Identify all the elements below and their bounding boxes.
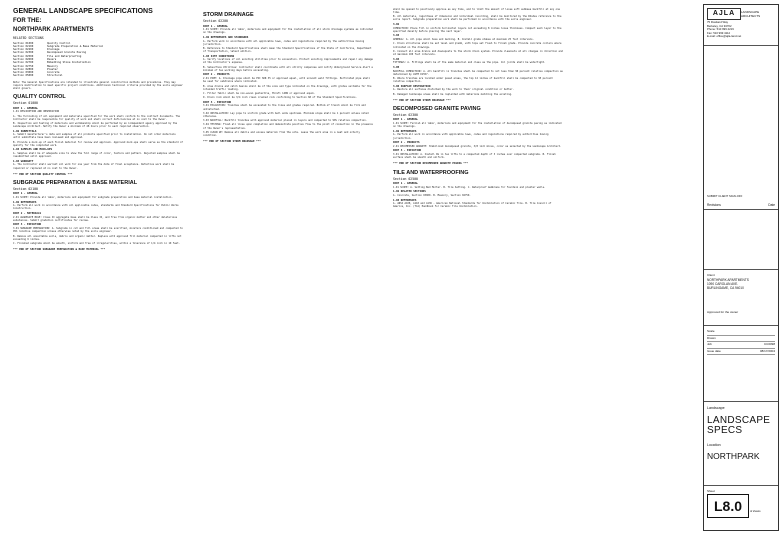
- clause-heading: PART 3 - EXECUTION: [393, 149, 422, 153]
- clause-text: C. Drain structures shall be set level and plumb, with tops set flush to finish grade. Provide concrete collars where indicated on the drawings.: [393, 42, 562, 49]
- section-end-marker: *** END OF SECTION DECOMPOSED GRANITE PAVING ***: [393, 162, 468, 166]
- clause-text: A. Perform work in accordance with all applicable laws, codes and regulations required by the authorities having jurisdiction.: [203, 39, 365, 46]
- divider: [704, 485, 778, 486]
- section-number: Section 01000: [13, 101, 38, 106]
- clause-text: D. Drain rock shall be 3/4 inch clean crushed rock conforming to Section 68 of the Standard Specifications.: [203, 96, 358, 100]
- project-name: NORTHPARK APARTMENTS: [13, 26, 94, 33]
- related-sections-list: [13, 42, 183, 78]
- for-label: FOR THE:: [13, 17, 42, 24]
- clause-text: 3.03 BACKFILL: Backfill trenches with approved material placed in layers and compacted to 90% relative compaction.: [203, 119, 368, 123]
- clause-heading: 3.06 SURFACE RESTORATION: [393, 84, 431, 88]
- clause-text: FITTINGS: A. Fittings shall be of the same material and class as the pipe. All joints shall be watertight.: [393, 61, 546, 65]
- clause-text: A. The furnishing of all equipment and materials specified for the work shall conform to the contract documents. The Contractor shall be responsible for quality of work and shall correct deficiencies at no cost to the Owner.: [13, 114, 180, 121]
- clause-heading: 1.02 RELATED SECTIONS: [393, 190, 426, 194]
- related-section-item: Section 02700 Embedding Stone Installation: [13, 61, 91, 65]
- clause-heading: 1.03 SITE CONDITIONS: [203, 54, 235, 58]
- sheet-number: L8.0: [707, 494, 749, 518]
- title-block: [703, 4, 779, 531]
- clause-text: shall be opened to positively approve as any time, and to limit the amount of loose soft subbase backfill at any one time.: [393, 8, 560, 15]
- related-section-item: Section 02800 Plaster: [13, 67, 58, 71]
- clause-text: 2.01 PIPE: A. Drainage pipe shall be PVC SDR 35 or approved equal, with solvent weld fittings. Perforated pipe shall be used for subdrains where indicated.: [203, 77, 370, 84]
- discipline: Landscape: [707, 406, 725, 410]
- clause-text: A. Perform all work in accordance with all applicable codes, standards and Standard Specifications for Public Works Construction.: [13, 204, 179, 211]
- related-section-item: Section 02500 Tile and Waterproofing: [13, 54, 82, 58]
- clause-heading: PART 1 - GENERAL: [203, 24, 228, 28]
- section-title: QUALITY CONTROL: [13, 94, 66, 101]
- section-title: DECOMPOSED GRANITE PAVING: [393, 105, 481, 112]
- signoff-stamp: SUBMIT CLIENT SIGN-OFF: [707, 194, 743, 198]
- document-title: GENERAL LANDSCAPE SPECIFICATIONS: [13, 8, 153, 15]
- clause-text: 1.01 DESCRIPTION AND OBSERVATION: [13, 110, 60, 114]
- clause-text: 1.01 SCOPE: Furnish all labor, materials and equipment for the installation of decomposed granite paving as indicated on the drawings.: [393, 122, 562, 129]
- revisions-label: Revisions: [707, 203, 721, 207]
- section-end-marker: *** END OF SECTION STORM DRAINAGE ***: [203, 140, 261, 144]
- clause-text: 3.04 TESTING: Flush all lines upon completion and demonstrate positive flow to the point of connection in the presence of the Owner's representative.: [203, 123, 373, 130]
- clause-text: A. Samples shall be of adequate size to show the full range of color, texture and pattern. Rejected samples shall be resubmitted until approved.: [13, 152, 180, 159]
- firm-logo: AJLA: [707, 8, 741, 20]
- clause-text: C. Finished subgrade shall be smooth, uniform and free of irregularities, within a tolerance of 1/4 inch in 10 feet.: [13, 241, 180, 245]
- section-title: SUBGRADE PREPARATION & BASE MATERIAL: [13, 179, 138, 186]
- col3-sections: [393, 8, 563, 209]
- clause-heading: 3.05: [393, 65, 400, 69]
- related-section-item: Section 02750 Masonry: [13, 64, 58, 68]
- related-section-item: Section 05000 Structural: [13, 74, 63, 78]
- clause-text: A. Perform all work in accordance with applicable laws, codes and regulations required by authorities having jurisdiction.: [393, 133, 549, 140]
- approved-label: Approved for the owner: [707, 310, 739, 314]
- related-section-item: Section 02600 Pavers: [13, 57, 57, 61]
- related-sections-heading: RELATED SECTIONS: [13, 35, 44, 40]
- clause-text: B. Subsurface Utilities: Contractor shall coordinate with all utility companies and notify Underground Service Alert a minimum of two working days before excavating.: [203, 65, 373, 72]
- clause-text: A. Submit manufacturer's data and samples of all products specified prior to installation. Do not order materials until submittals have been reviewed and approved.: [13, 133, 176, 140]
- divider: [704, 325, 778, 326]
- clause-text: 3.01 EXCAVATION: Trenches shall be excavated to the lines and grades required. Bottom of trench shall be firm and undisturbed.: [203, 104, 366, 111]
- section-title: TILE AND WATERPROOFING: [393, 169, 469, 176]
- sheet-title: LANDSCAPE SPECS: [707, 415, 771, 436]
- related-section-item: Section 03000 Concrete: [13, 71, 60, 75]
- clause-text: 2.01 AGGREGATE BASE: Class II aggregate base shall be Class II, and free from organic matter and other deleterious substances. Submit gradation certificates for review.: [13, 215, 178, 222]
- divider: [704, 269, 778, 270]
- clause-heading: 3.04: [393, 57, 400, 61]
- sheet-of: of sheets: [750, 510, 761, 513]
- clause-text: B. Provide a mock-up of each finish material for review and approval. Approved mock-ups shall serve as the standard of quality for the completed work.: [13, 140, 183, 147]
- clause-heading: PART 1 - GENERAL: [13, 192, 38, 196]
- clause-text: B. Reference to Standard Specifications shall mean the Standard Specifications of the State of California, Department of Transportation, latest edition.: [203, 46, 372, 54]
- spec-column-1: [13, 8, 183, 527]
- section-end-marker: *** END OF SECTION SUBGRADE PREPARATION & BASE MATERIAL ***: [13, 247, 106, 251]
- clause-heading: PART 1 - GENERAL: [393, 182, 418, 186]
- col2-sections: [203, 12, 373, 143]
- clause-text: B. Remove all unsuitable soils, debris and organic matter. Replace with approved fill material compacted in lifts not exceeding 6 inches.: [13, 234, 182, 241]
- related-section-item: Section 01000 Quality Control: [13, 41, 71, 45]
- section-end-marker: *** END OF SECTION STORM DRAINAGE ***: [393, 98, 451, 102]
- firm-address: 75 Rowland Way Berkeley, CA 94702 Phone: 510 999 4219 Fax: 510 999 4112 E-mail: office@ajla-land.net: [707, 20, 742, 39]
- divider: [704, 209, 778, 210]
- section-number: Section 02200: [203, 19, 228, 23]
- clause-text: 3.02 INSTALLATION: Lay pipe to uniform grade with bell ends upstream. Minimum slope shall be 1 percent unless noted otherwise.: [203, 111, 369, 118]
- clause-text: A. Concrete, Section 03000. B. Masonry, Section 02750.: [393, 194, 471, 198]
- location-name: NORTHPARK: [707, 451, 760, 461]
- clause-heading: 3.02: [393, 23, 400, 27]
- clause-text: B. Damaged landscape areas shall be replanted with materials matching the existing.: [393, 92, 513, 96]
- clause-text: A. Verify locations of all existing utilities prior to excavation. Protect existing improvements and repair any damage at the Contractor's expense.: [203, 58, 373, 65]
- clause-heading: 1.02 REFERENCES: [13, 200, 37, 204]
- clause-heading: 1.02 REFERENCES: [393, 129, 417, 133]
- clause-heading: 3.03: [393, 34, 400, 38]
- clause-heading: PART 2 - PRODUCTS: [393, 141, 420, 145]
- section-number: Section 02100: [13, 186, 38, 191]
- clause-text: B. Area drains and catch basins shall be of the size and type indicated on the drawings, with grates suitable for the intended traffic loading.: [203, 84, 372, 91]
- section-end-marker: *** END OF SECTION QUALITY CONTROL ***: [13, 172, 73, 176]
- spec-column-3: [393, 8, 563, 527]
- clause-text: A. ANSI A108, A118 and A136 - American National Standards for Installation of Ceramic Tile. B. Tile Council of America, Inc. (TCA) Handbook for Ceramic Tile Installation.: [393, 202, 552, 209]
- clause-heading: 1.02 SUBMITTALS: [13, 129, 37, 133]
- clause-text: 2.01 DECOMPOSED GRANITE: Stabilized decomposed granite, 3/8 inch minus, color as selected by the Landscape Architect.: [393, 144, 562, 148]
- clause-heading: 1.03 SAMPLES AND MOCK-UPS: [13, 148, 53, 152]
- clause-heading: 1.04 WARRANTY: [13, 159, 34, 163]
- clause-text: A. The Contractor shall warrant all work for one year from the date of final acceptance. Defective work shall be repaired or replaced at no cost to the Owner.: [13, 163, 175, 170]
- clause-text: 3.01 INSTALLATION: A. Install DG in two lifts to a compacted depth of 3 inches over compacted subgrade. B. Finish surface shall be smooth and uniform.: [393, 153, 556, 160]
- clause-heading: PART 1 - GENERAL: [13, 106, 38, 110]
- related-section-item: Section 02300 Decomposed Granite Paving: [13, 51, 87, 55]
- divider: [704, 45, 778, 46]
- clause-text: C. Filter fabric shall be non-woven geotextile, Mirafi 140N or approved equal.: [203, 91, 316, 95]
- section-number: Section 02300: [393, 112, 418, 117]
- clause-heading: PART 1 - GENERAL: [393, 118, 418, 122]
- related-section-item: Section 02100 Subgrade Preparation & Base Material: [13, 44, 104, 48]
- col1-sections: [13, 94, 183, 251]
- revisions-header: [707, 203, 775, 207]
- sheet-label: Sheet: [707, 489, 715, 493]
- clause-heading: PART 2 - MATERIALS: [13, 212, 42, 216]
- location-label: Location: [707, 443, 721, 447]
- clause-text: COMPACTION: Place fill in uniform horizontal layers not exceeding 8 inches loose thickness. Compact each layer to the specified density before placing the next layer.: [393, 26, 562, 33]
- divider: [704, 401, 778, 402]
- clause-text: B. Where trenches are located under paved areas, the top 12 inches of backfill shall be compacted to 95 percent relative compaction.: [393, 76, 553, 83]
- firm-subtitle: LANDSCAPE ARCHITECTS: [741, 10, 761, 18]
- clause-heading: PART 2 - PRODUCTS: [203, 73, 230, 77]
- client-label: Client: [707, 273, 715, 277]
- clause-text: 3.05 CLEAN UP: Remove all debris and excess material from the site. Leave the work area in a neat and orderly condition.: [203, 130, 360, 137]
- general-note: Note: The General Specifications are intended to illustrate general construction methods and procedures. They may require modification to meet specific project conditions. Additional technical criteria provided by the soils engineer shall govern.: [13, 80, 183, 90]
- clause-heading: PART 3 - EXECUTION: [203, 100, 232, 104]
- clause-heading: 1.03 REFERENCES: [393, 198, 417, 202]
- clause-text: 1.01 SCOPE: Provide all labor, materials and equipment for the installation of all storm drainage systems as indicated on the drawings.: [203, 28, 373, 35]
- clause-text: D. Connect all area drains and downspouts to the storm drain system. Provide cleanouts at all changes in direction and at maximum 100 foot intervals.: [393, 49, 563, 56]
- section-number: Section 02500: [393, 176, 418, 181]
- clause-text: A. Restore all surfaces disturbed by the work to their original condition or better.: [393, 88, 514, 92]
- clause-text: BACKFILL COMPACTION: A. All backfill in trenches shall be compacted to not less than 90 percent relative compaction as determined by ASTM D1557.: [393, 69, 563, 76]
- spec-column-2: [203, 8, 373, 527]
- clause-text: B. Inspection and testing of materials and workmanship shall be performed by an independent agency approved by the Landscape Architect. Notify the Owner a minimum of 48 hours prior to each required observation.: [13, 121, 178, 128]
- clause-text: 1.01 SCOPE: A. Setting Bed Mortar. B. Tile Setting. C. Waterproof membrane for fountain and planter walls.: [393, 185, 546, 189]
- clause-heading: 1.02 REFERENCES AND STANDARDS: [203, 35, 249, 39]
- sheet-metadata: Scale Drawn Job CC0098 Issue date 08/17/2004: [707, 329, 775, 355]
- client-info: NORTHPARK APARTMENTS 1090 CAROLAN AVE. BURLINGAME, CA 94010: [707, 278, 749, 290]
- clause-text: 1.01 SCOPE: Provide all labor, materials and equipment for subgrade preparation and base material installation.: [13, 196, 173, 200]
- date-label: Date: [768, 203, 775, 207]
- section-title: STORM DRAINAGE: [203, 12, 254, 18]
- clause-text: B. All materials, regardless of dimension and individual recording, shall be monitored by the Rhodes reference to the soils report. Subgrade preparation work shall be performed in accordance with the soils engineer.: [393, 15, 562, 22]
- clause-text: GENERAL: A. All pipe shall have end marking. B. Install grade stakes at maximum 25 foot intervals.: [393, 38, 535, 42]
- clause-heading: PART 3 - EXECUTION: [13, 223, 42, 227]
- clause-text: 3.01 SUBGRADE PREPARATION: A. Subgrade in cut and fill areas shall be scarified, moisture conditioned and compacted to 95% relative compaction unless otherwise noted by the soils engineer.: [13, 227, 183, 234]
- related-section-item: Section 02200 Drainage: [13, 48, 60, 52]
